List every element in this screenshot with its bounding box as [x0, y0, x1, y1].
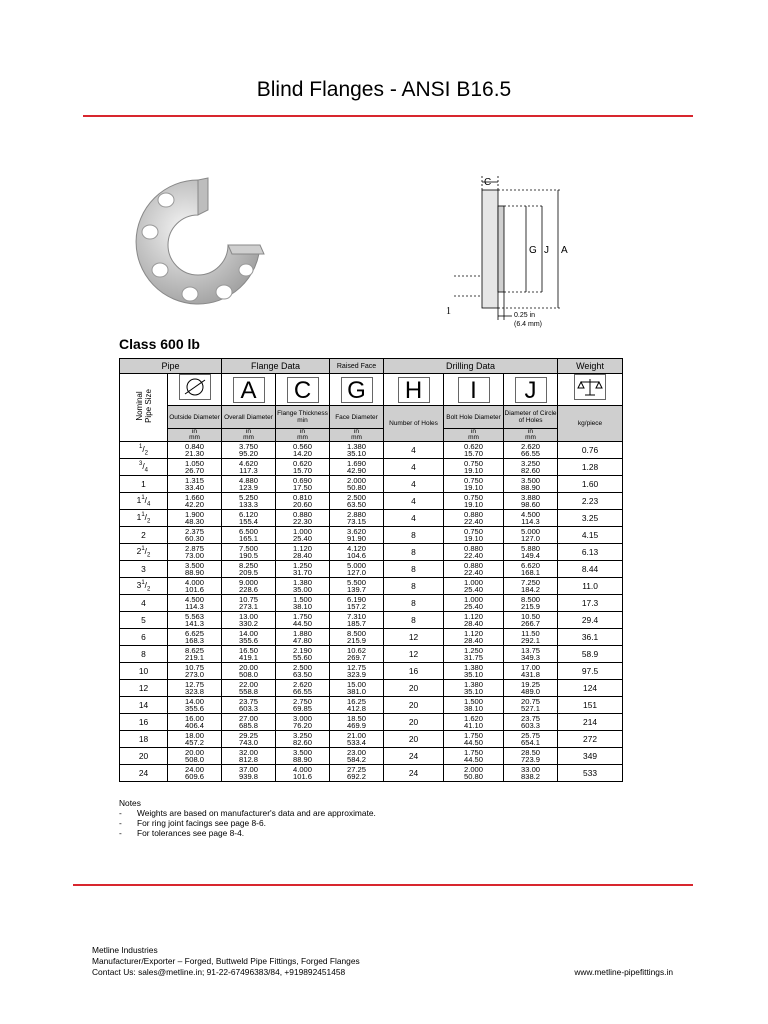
- cell-face-diameter: 16.25 412.8: [330, 697, 384, 714]
- footer-website-link[interactable]: www.metline-pipefittings.in: [574, 967, 673, 977]
- table-row: [120, 697, 623, 714]
- dim-note-in: 0.25 in: [514, 312, 536, 319]
- cell-nominal-size: 5: [120, 612, 168, 629]
- table-row: [120, 510, 623, 527]
- footer-contact: Contact Us: sales@metline.in; 91-22-67496383/84, +919892451458: [92, 967, 346, 977]
- cell-circle-of-holes: 8.500 215.9: [504, 595, 558, 612]
- cell-overall-diameter: 10.75 273.1: [222, 595, 276, 612]
- cell-bolt-hole-diameter: 2.000 50.80: [444, 765, 504, 782]
- cell-face-diameter: 1.380 35.10: [330, 442, 384, 459]
- cell-bolt-hole-diameter: 0.880 22.40: [444, 544, 504, 561]
- table-row: [120, 561, 623, 578]
- cell-weight: 4.15: [558, 527, 623, 544]
- cell-number-of-holes: 4: [384, 476, 444, 493]
- cell-flange-thickness: 1.000 25.40: [276, 527, 330, 544]
- units-a: in mm: [222, 429, 276, 442]
- cell-number-of-holes: 4: [384, 459, 444, 476]
- cell-overall-diameter: 37.00 939.8: [222, 765, 276, 782]
- cell-bolt-hole-diameter: 0.750 19.10: [444, 459, 504, 476]
- cell-weight: 3.25: [558, 510, 623, 527]
- cell-nominal-size: 20: [120, 748, 168, 765]
- desc-bolt-hole-diameter: Bolt Hole Diameter: [444, 406, 504, 429]
- cell-outside-diameter: 10.75 273.0: [168, 663, 222, 680]
- cell-outside-diameter: 20.00 508.0: [168, 748, 222, 765]
- letter-j-icon: J: [504, 374, 558, 406]
- cell-face-diameter: 18.50 469.9: [330, 714, 384, 731]
- desc-face-diameter: Face Diameter: [330, 406, 384, 429]
- table-row: [120, 442, 623, 459]
- cell-face-diameter: 23.00 584.2: [330, 748, 384, 765]
- cell-face-diameter: 10.62 269.7: [330, 646, 384, 663]
- cell-overall-diameter: 6.120 155.4: [222, 510, 276, 527]
- cell-outside-diameter: 1.660 42.20: [168, 493, 222, 510]
- cell-bolt-hole-diameter: 1.000 25.40: [444, 595, 504, 612]
- cell-weight: 272: [558, 731, 623, 748]
- group-drilling: Drilling Data: [384, 359, 558, 374]
- cell-weight: 1.60: [558, 476, 623, 493]
- cell-bolt-hole-diameter: 1.750 44.50: [444, 731, 504, 748]
- cell-number-of-holes: 8: [384, 527, 444, 544]
- cell-number-of-holes: 4: [384, 493, 444, 510]
- cell-number-of-holes: 24: [384, 765, 444, 782]
- cell-weight: 97.5: [558, 663, 623, 680]
- cell-weight: 58.9: [558, 646, 623, 663]
- cell-circle-of-holes: 23.75 603.3: [504, 714, 558, 731]
- cell-flange-thickness: 1.880 47.80: [276, 629, 330, 646]
- cell-overall-diameter: 13.00 330.2: [222, 612, 276, 629]
- cell-bolt-hole-diameter: 1.380 35.10: [444, 663, 504, 680]
- cell-number-of-holes: 8: [384, 561, 444, 578]
- cell-number-of-holes: 20: [384, 680, 444, 697]
- cell-weight: 124: [558, 680, 623, 697]
- cell-outside-diameter: 1.050 26.70: [168, 459, 222, 476]
- cell-number-of-holes: 8: [384, 544, 444, 561]
- class-heading: Class 600 lb: [119, 336, 200, 352]
- cell-overall-diameter: 23.75 603.3: [222, 697, 276, 714]
- cell-overall-diameter: 16.50 419.1: [222, 646, 276, 663]
- cell-overall-diameter: 6.500 165.1: [222, 527, 276, 544]
- cell-weight: 533: [558, 765, 623, 782]
- cell-number-of-holes: 4: [384, 510, 444, 527]
- table-row: [120, 544, 623, 561]
- cell-nominal-size: 6: [120, 629, 168, 646]
- table-row: [120, 714, 623, 731]
- cell-outside-diameter: 5.563 141.3: [168, 612, 222, 629]
- table-row: [120, 459, 623, 476]
- cell-circle-of-holes: 17.00 431.8: [504, 663, 558, 680]
- table-row: [120, 646, 623, 663]
- cell-weight: 0.76: [558, 442, 623, 459]
- cell-outside-diameter: 0.840 21.30: [168, 442, 222, 459]
- cell-nominal-size: 8: [120, 646, 168, 663]
- cell-weight: 8.44: [558, 561, 623, 578]
- cell-face-diameter: 2.880 73.15: [330, 510, 384, 527]
- cell-weight: 36.1: [558, 629, 623, 646]
- cell-nominal-size: 4: [120, 595, 168, 612]
- cell-flange-thickness: 4.000 101.6: [276, 765, 330, 782]
- cell-outside-diameter: 14.00 355.6: [168, 697, 222, 714]
- desc-kg-per-piece: kg/piece: [558, 406, 623, 442]
- cell-flange-thickness: 0.810 20.60: [276, 493, 330, 510]
- cell-flange-thickness: 2.500 63.50: [276, 663, 330, 680]
- cell-flange-thickness: 0.620 15.70: [276, 459, 330, 476]
- cell-bolt-hole-diameter: 1.500 38.10: [444, 697, 504, 714]
- dim-note-mm: (6.4 mm): [514, 321, 542, 328]
- cell-flange-thickness: 0.880 22.30: [276, 510, 330, 527]
- cell-face-diameter: 12.75 323.9: [330, 663, 384, 680]
- cell-bolt-hole-diameter: 1.120 28.40: [444, 612, 504, 629]
- cell-outside-diameter: 18.00 457.2: [168, 731, 222, 748]
- dim-a-label: A: [561, 245, 568, 256]
- cell-circle-of-holes: 6.620 168.1: [504, 561, 558, 578]
- note-item: - For tolerances see page 8-4.: [119, 828, 245, 838]
- cell-flange-thickness: 2.190 55.60: [276, 646, 330, 663]
- cell-nominal-size: $1^1/_4$: [120, 493, 168, 510]
- dim-1-label: 1: [446, 306, 451, 317]
- note-item: - Weights are based on manufacturer's data and are approximate.: [119, 808, 376, 818]
- cell-bolt-hole-diameter: 0.880 22.40: [444, 510, 504, 527]
- nps-label-1: Nominal: [134, 391, 144, 421]
- cell-outside-diameter: 16.00 406.4: [168, 714, 222, 731]
- cell-outside-diameter: 8.625 219.1: [168, 646, 222, 663]
- units-c: in mm: [276, 429, 330, 442]
- table-row: [120, 629, 623, 646]
- letter-h-icon: H: [384, 374, 444, 406]
- cell-bolt-hole-diameter: 1.250 31.75: [444, 646, 504, 663]
- dim-c-label: C: [484, 177, 492, 188]
- cell-number-of-holes: 20: [384, 697, 444, 714]
- cell-number-of-holes: 20: [384, 731, 444, 748]
- cell-overall-diameter: 3.750 95.20: [222, 442, 276, 459]
- cell-face-diameter: 6.190 157.2: [330, 595, 384, 612]
- table-row: [120, 493, 623, 510]
- cell-overall-diameter: 32.00 812.8: [222, 748, 276, 765]
- cell-number-of-holes: 16: [384, 663, 444, 680]
- cell-bolt-hole-diameter: 1.380 35.10: [444, 680, 504, 697]
- note-item: - For ring joint facings see page 8-6.: [119, 818, 266, 828]
- cell-bolt-hole-diameter: 1.620 41.10: [444, 714, 504, 731]
- footer-company: Metline Industries: [92, 945, 158, 955]
- cell-nominal-size: $^3/_4$: [120, 459, 168, 476]
- cell-circle-of-holes: 25.75 654.1: [504, 731, 558, 748]
- cell-nominal-size: $2^1/_2$: [120, 544, 168, 561]
- flange-spec-table: [119, 358, 623, 782]
- letter-g-icon: G: [330, 374, 384, 406]
- flange-drawing: [440, 168, 600, 338]
- cell-face-diameter: 1.690 42.90: [330, 459, 384, 476]
- cell-circle-of-holes: 20.75 527.1: [504, 697, 558, 714]
- cell-outside-diameter: 4.500 114.3: [168, 595, 222, 612]
- cell-overall-diameter: 27.00 685.8: [222, 714, 276, 731]
- table-row: [120, 765, 623, 782]
- group-flange: Flange Data: [222, 359, 330, 374]
- dim-g-label: G: [529, 245, 537, 256]
- cell-bolt-hole-diameter: 1.750 44.50: [444, 748, 504, 765]
- cell-weight: 11.0: [558, 578, 623, 595]
- cell-nominal-size: 18: [120, 731, 168, 748]
- units-od: in mm: [168, 429, 222, 442]
- cell-face-diameter: 5.000 127.0: [330, 561, 384, 578]
- cell-circle-of-holes: 10.50 266.7: [504, 612, 558, 629]
- footer-tagline: Manufacturer/Exporter – Forged, Buttweld Pipe Fittings, Forged Flanges: [92, 956, 360, 966]
- cell-face-diameter: 4.120 104.6: [330, 544, 384, 561]
- table-row: [120, 612, 623, 629]
- cell-overall-diameter: 9.000 228.6: [222, 578, 276, 595]
- cell-flange-thickness: 1.250 31.70: [276, 561, 330, 578]
- cell-circle-of-holes: 3.250 82.60: [504, 459, 558, 476]
- cell-number-of-holes: 8: [384, 578, 444, 595]
- group-pipe: Pipe: [120, 359, 222, 374]
- cell-number-of-holes: 20: [384, 714, 444, 731]
- cell-flange-thickness: 3.000 76.20: [276, 714, 330, 731]
- table-row: [120, 578, 623, 595]
- cell-number-of-holes: 12: [384, 629, 444, 646]
- cell-bolt-hole-diameter: 0.880 22.40: [444, 561, 504, 578]
- cell-weight: 349: [558, 748, 623, 765]
- letter-a-icon: A: [222, 374, 276, 406]
- cell-overall-diameter: 5.250 133.3: [222, 493, 276, 510]
- cell-flange-thickness: 3.250 82.60: [276, 731, 330, 748]
- table-row: [120, 680, 623, 697]
- cell-face-diameter: 8.500 215.9: [330, 629, 384, 646]
- dim-j-label: J: [544, 245, 549, 256]
- cell-outside-diameter: 24.00 609.6: [168, 765, 222, 782]
- desc-outside-diameter: Outside Diameter: [168, 406, 222, 429]
- cell-face-diameter: 3.620 91.90: [330, 527, 384, 544]
- cell-face-diameter: 7.310 185.7: [330, 612, 384, 629]
- cell-circle-of-holes: 13.75 349.3: [504, 646, 558, 663]
- cell-nominal-size: 1: [120, 476, 168, 493]
- cell-number-of-holes: 8: [384, 612, 444, 629]
- scale-icon: [558, 374, 623, 406]
- cell-overall-diameter: 29.25 743.0: [222, 731, 276, 748]
- cell-outside-diameter: 6.625 168.3: [168, 629, 222, 646]
- cell-number-of-holes: 8: [384, 595, 444, 612]
- cell-outside-diameter: 1.315 33.40: [168, 476, 222, 493]
- cell-overall-diameter: 22.00 558.8: [222, 680, 276, 697]
- cell-nominal-size: $1^1/_2$: [120, 510, 168, 527]
- notes: [119, 798, 376, 838]
- footer-divider: [73, 884, 693, 886]
- cell-weight: 151: [558, 697, 623, 714]
- units-g: in mm: [330, 429, 384, 442]
- cell-circle-of-holes: 7.250 184.2: [504, 578, 558, 595]
- page-title: Blind Flanges - ANSI B16.5: [256, 78, 512, 101]
- desc-overall-diameter: Overall Diameter: [222, 406, 276, 429]
- footer: [92, 945, 360, 978]
- cell-bolt-hole-diameter: 0.750 19.10: [444, 527, 504, 544]
- cell-nominal-size: 3: [120, 561, 168, 578]
- group-raised-face: Raised Face: [330, 359, 384, 374]
- cell-circle-of-holes: 19.25 489.0: [504, 680, 558, 697]
- cell-flange-thickness: 2.750 69.85: [276, 697, 330, 714]
- table-row: [120, 748, 623, 765]
- cell-number-of-holes: 4: [384, 442, 444, 459]
- cell-overall-diameter: 20.00 508.0: [222, 663, 276, 680]
- cell-flange-thickness: 1.500 38.10: [276, 595, 330, 612]
- table-row: [120, 476, 623, 493]
- cell-overall-diameter: 7.500 190.5: [222, 544, 276, 561]
- cell-circle-of-holes: 3.880 98.60: [504, 493, 558, 510]
- cell-weight: 17.3: [558, 595, 623, 612]
- cell-weight: 2.23: [558, 493, 623, 510]
- letter-c-icon: C: [276, 374, 330, 406]
- notes-heading: Notes: [119, 798, 141, 808]
- cell-face-diameter: 27.25 692.2: [330, 765, 384, 782]
- cell-overall-diameter: 14.00 355.6: [222, 629, 276, 646]
- cell-flange-thickness: 0.560 14.20: [276, 442, 330, 459]
- cell-number-of-holes: 12: [384, 646, 444, 663]
- group-weight: Weight: [558, 359, 623, 374]
- cell-outside-diameter: 4.000 101.6: [168, 578, 222, 595]
- cell-outside-diameter: 2.375 60.30: [168, 527, 222, 544]
- cell-overall-diameter: 8.250 209.5: [222, 561, 276, 578]
- cell-face-diameter: 5.500 139.7: [330, 578, 384, 595]
- cell-bolt-hole-diameter: 0.750 19.10: [444, 476, 504, 493]
- cell-bolt-hole-diameter: 1.120 28.40: [444, 629, 504, 646]
- cell-nominal-size: 16: [120, 714, 168, 731]
- cell-bolt-hole-diameter: 1.000 25.40: [444, 578, 504, 595]
- cell-nominal-size: 24: [120, 765, 168, 782]
- cell-face-diameter: 2.000 50.80: [330, 476, 384, 493]
- cell-flange-thickness: 2.620 66.55: [276, 680, 330, 697]
- nps-label-2: Pipe Size: [143, 389, 153, 423]
- cell-weight: 29.4: [558, 612, 623, 629]
- table-row: [120, 731, 623, 748]
- desc-circle-of-holes: Diameter of Circle of Holes: [504, 406, 558, 429]
- cell-face-diameter: 21.00 533.4: [330, 731, 384, 748]
- pipe-od-icon: [168, 374, 222, 406]
- cell-nominal-size: $3^1/_2$: [120, 578, 168, 595]
- cell-weight: 6.13: [558, 544, 623, 561]
- cell-overall-diameter: 4.620 117.3: [222, 459, 276, 476]
- cell-nominal-size: 2: [120, 527, 168, 544]
- cell-bolt-hole-diameter: 0.750 19.10: [444, 493, 504, 510]
- cell-flange-thickness: 1.380 35.00: [276, 578, 330, 595]
- cell-circle-of-holes: 5.000 127.0: [504, 527, 558, 544]
- cell-circle-of-holes: 5.880 149.4: [504, 544, 558, 561]
- units-i: in mm: [444, 429, 504, 442]
- cell-circle-of-holes: 2.620 66.55: [504, 442, 558, 459]
- cell-nominal-size: 14: [120, 697, 168, 714]
- table-row: [120, 595, 623, 612]
- cell-flange-thickness: 1.120 28.40: [276, 544, 330, 561]
- cell-flange-thickness: 0.690 17.50: [276, 476, 330, 493]
- cell-outside-diameter: 2.875 73.00: [168, 544, 222, 561]
- header-divider: [83, 115, 693, 117]
- cell-overall-diameter: 4.880 123.9: [222, 476, 276, 493]
- cell-nominal-size: 12: [120, 680, 168, 697]
- desc-flange-thickness: Flange Thickness min: [276, 406, 330, 429]
- cell-flange-thickness: 3.500 88.90: [276, 748, 330, 765]
- units-j: in mm: [504, 429, 558, 442]
- flange-illustration: [128, 170, 268, 320]
- cell-flange-thickness: 1.750 44.50: [276, 612, 330, 629]
- cell-face-diameter: 15.00 381.0: [330, 680, 384, 697]
- cell-nominal-size: 10: [120, 663, 168, 680]
- letter-i-icon: I: [444, 374, 504, 406]
- cell-weight: 1.28: [558, 459, 623, 476]
- cell-circle-of-holes: 3.500 88.90: [504, 476, 558, 493]
- cell-weight: 214: [558, 714, 623, 731]
- cell-nominal-size: $^1/_2$: [120, 442, 168, 459]
- cell-circle-of-holes: 28.50 723.9: [504, 748, 558, 765]
- cell-bolt-hole-diameter: 0.620 15.70: [444, 442, 504, 459]
- cell-circle-of-holes: 11.50 292.1: [504, 629, 558, 646]
- cell-circle-of-holes: 33.00 838.2: [504, 765, 558, 782]
- cell-face-diameter: 2.500 63.50: [330, 493, 384, 510]
- cell-outside-diameter: 3.500 88.90: [168, 561, 222, 578]
- nominal-pipe-size-header: [120, 374, 168, 442]
- desc-number-of-holes: Number of Holes: [384, 406, 444, 442]
- table-row: [120, 527, 623, 544]
- cell-outside-diameter: 12.75 323.8: [168, 680, 222, 697]
- table-row: [120, 663, 623, 680]
- cell-number-of-holes: 24: [384, 748, 444, 765]
- cell-circle-of-holes: 4.500 114.3: [504, 510, 558, 527]
- cell-outside-diameter: 1.900 48.30: [168, 510, 222, 527]
